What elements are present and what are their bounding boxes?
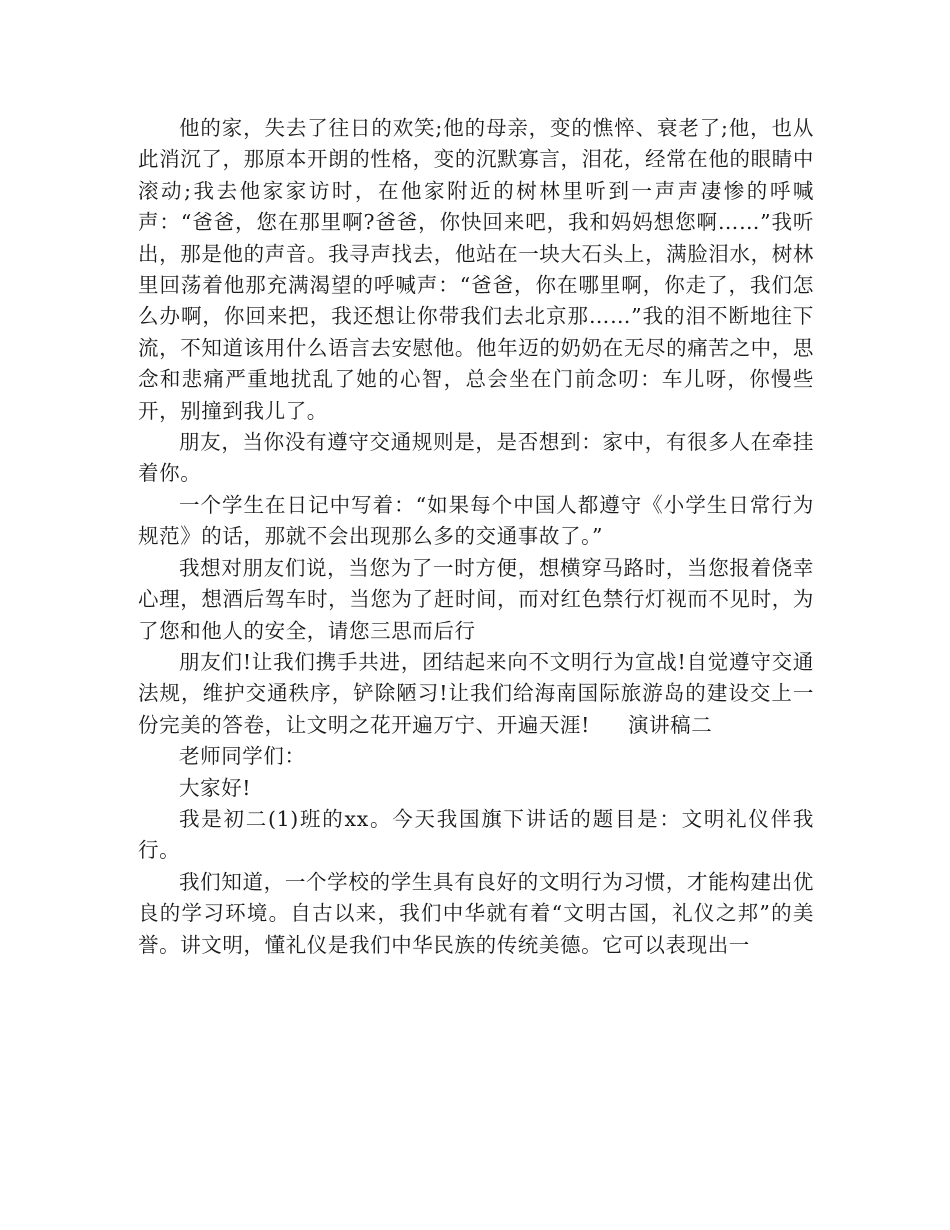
paragraph-student-diary: 一个学生在日记中写着：“如果每个中国人都遵守《小学生日常行为规范》的话，那就不会出现那么多的交通事故了。” — [138, 492, 814, 549]
paragraph-friend-rules: 朋友，当你没有遵守交通规则是，是否想到：家中，有很多人在牵挂着你。 — [138, 430, 814, 486]
speech-two-heading: 演讲稿二 — [627, 712, 713, 737]
paragraph-civility: 我们知道，一个学校的学生具有良好的文明行为习惯，才能构建出优良的学习环境。自古以来，我们中华就有着“文明古国，礼仪之邦”的美誉。讲文明，懂礼仪是我们中华民族的传统美德。它可以表现出一 — [138, 869, 814, 957]
paragraph-hello: 大家好! — [179, 775, 252, 800]
paragraph-call-to-action-text: 朋友们!让我们携手共进，团结起来向不文明行为宣战!自觉遵守交通法规，维护交通秩序，铲除陋习!让我们给海南国际旅游岛的建设交上一份完美的答卷，让文明之花开遍万宁、开遍天涯! — [138, 649, 814, 737]
document-page — [138, 113, 814, 961]
paragraph-greeting-teachers: 老师同学们： — [179, 744, 306, 769]
paragraph-call-to-action — [138, 647, 814, 741]
paragraph-family-grief: 他的家，失去了往日的欢笑;他的母亲，变的憔悴、衰老了;他，也从此消沉了，那原本开朗的性格，变的沉默寡言，泪花，经常在他的眼睛中滚动;我去他家家访时，在他家附近的树林里听到一声声凄惨的呼喊声：“爸爸，您在那里啊?爸爸，你快回来吧，我和妈妈想您啊……”我听出，那是他的声音。我寻声找去，他站在一块大石头上，满脸泪水，树林里回荡着他那充满渴望的呼喊声：“爸爸，你在哪里啊，你走了，我们怎么办啊，你回来把，我还想让你带我们去北京那……”我的泪不断地往下流，不知道该用什么语言去安慰他。他年迈的奶奶在无尽的痛苦之中，思念和悲痛严重地扰乱了她的心智，总会坐在门前念叨：车儿呀，你慢些开，别撞到我儿了。 — [138, 116, 814, 423]
paragraph-self-intro: 我是初二(1)班的xx。今天我国旗下讲话的题目是：文明礼仪伴我行。 — [138, 806, 814, 863]
paragraph-think-twice: 我想对朋友们说，当您为了一时方便，想横穿马路时，当您报着侥幸心理，想酒后驾车时，当您为了赶时间，而对红色禁行灯视而不见时，为了您和他人的安全，请您三思而后行 — [138, 555, 814, 643]
